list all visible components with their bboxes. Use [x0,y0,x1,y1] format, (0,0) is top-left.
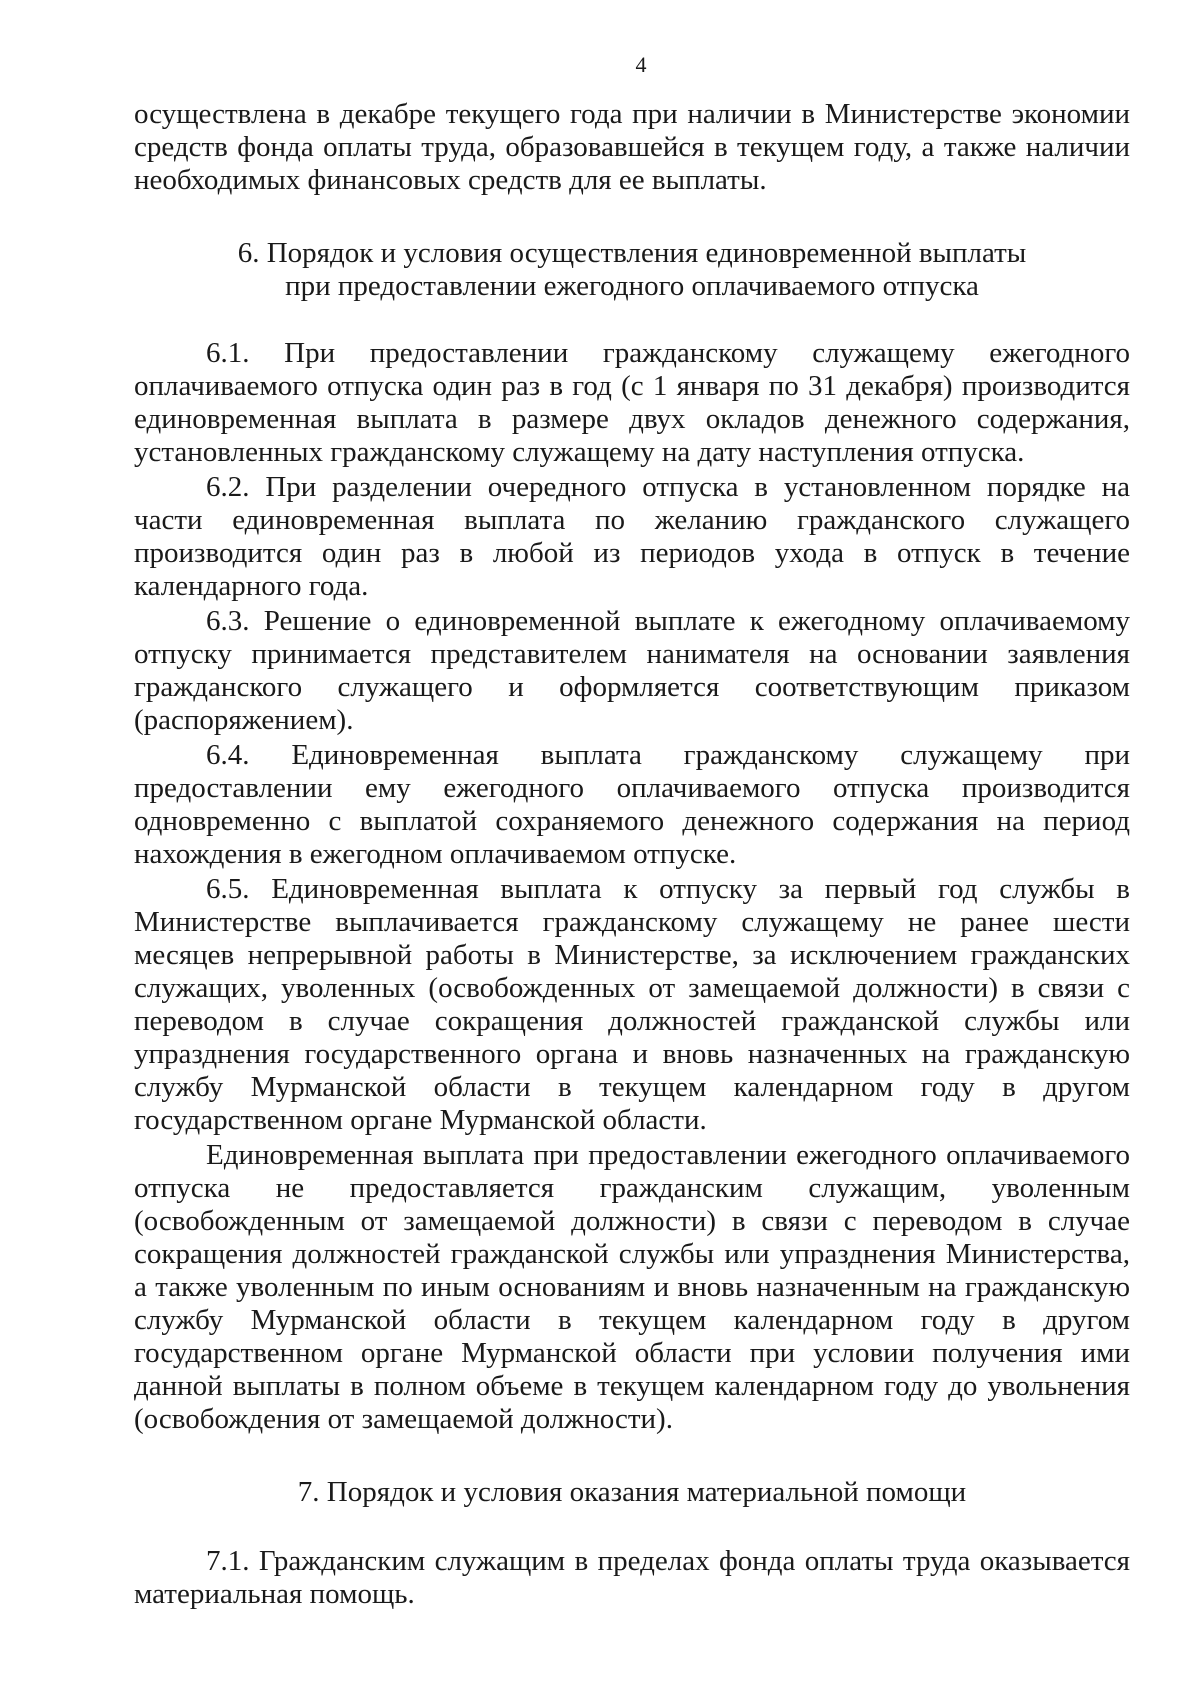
paragraph-6-5: 6.5. Единовременная выплата к отпуску за первый год службы в Министерстве выплачивается гражданскому служащему не ранее шести месяцев непрерывной работы в Министерстве, за исключением гражданских служащих, уволенных (освобожденных от замещаемой должности) в связи с переводом в случае сокращения должностей гражданской службы или упразднения государственного органа и вновь назначенных на гражданскую службу Мурманской области в текущем календарном году в другом государственном органе Мурманской области. [134,873,1130,1136]
intro-paragraph: осуществлена в декабре текущего года при наличии в Министерстве экономии средств фонда оплаты труда, образовавшейся в текущем году, а также наличии необходимых финансовых средств для ее выплаты. [134,98,1130,196]
paragraph-6-5-continuation: Единовременная выплата при предоставлении ежегодного оплачиваемого отпуска не предоставляется гражданским служащим, уволенным (освобожденным от замещаемой должности) в связи с переводом в случае сокращения должностей гражданской службы или упразднения Министерства, а также уволенным по иным основаниям и вновь назначенным на гражданскую службу Мурманской области в текущем календарном году в другом государственном органе Мурманской области при условии получения ими данной выплаты в полном объеме в текущем календарном году до увольнения (освобождения от замещаемой должности). [134,1139,1130,1435]
paragraph-7-1: 7.1. Гражданским служащим в пределах фонда оплаты труда оказывается материальная помощь. [134,1545,1130,1610]
section-6-heading-line-1: 6. Порядок и условия осуществления единовременной выплаты [237,237,1027,269]
paragraph-6-2: 6.2. При разделении очередного отпуска в установленном порядке на части единовременная выплата по желанию гражданского служащего производится один раз в любой из периодов ухода в отпуск в течение календарного года. [134,471,1130,602]
page-number: 4 [635,52,647,77]
section-6-heading [134,237,1130,303]
paragraph-6-3: 6.3. Решение о единовременной выплате к ежегодному оплачиваемому отпуску принимается представителем нанимателя на основании заявления гражданского служащего и оформляется соответствующим приказом (распоряжением). [134,605,1130,736]
document-body [134,98,1130,1611]
section-7-heading: 7. Порядок и условия оказания материальной помощи [297,1476,967,1508]
paragraph-6-1: 6.1. При предоставлении гражданскому служащему ежегодного оплачиваемого отпуска один раз в год (с 1 января по 31 декабря) производится единовременная выплата в размере двух окладов денежного содержания, установленных гражданскому служащему на дату наступления отпуска. [134,337,1130,468]
paragraph-6-4: 6.4. Единовременная выплата гражданскому служащему при предоставлении ему ежегодного оплачиваемого отпуска производится одновременно с выплатой сохраняемого денежного содержания на период нахождения в ежегодном оплачиваемом отпуске. [134,739,1130,870]
section-6-heading-line-2: при предоставлении ежегодного оплачиваемого отпуска [285,270,979,302]
